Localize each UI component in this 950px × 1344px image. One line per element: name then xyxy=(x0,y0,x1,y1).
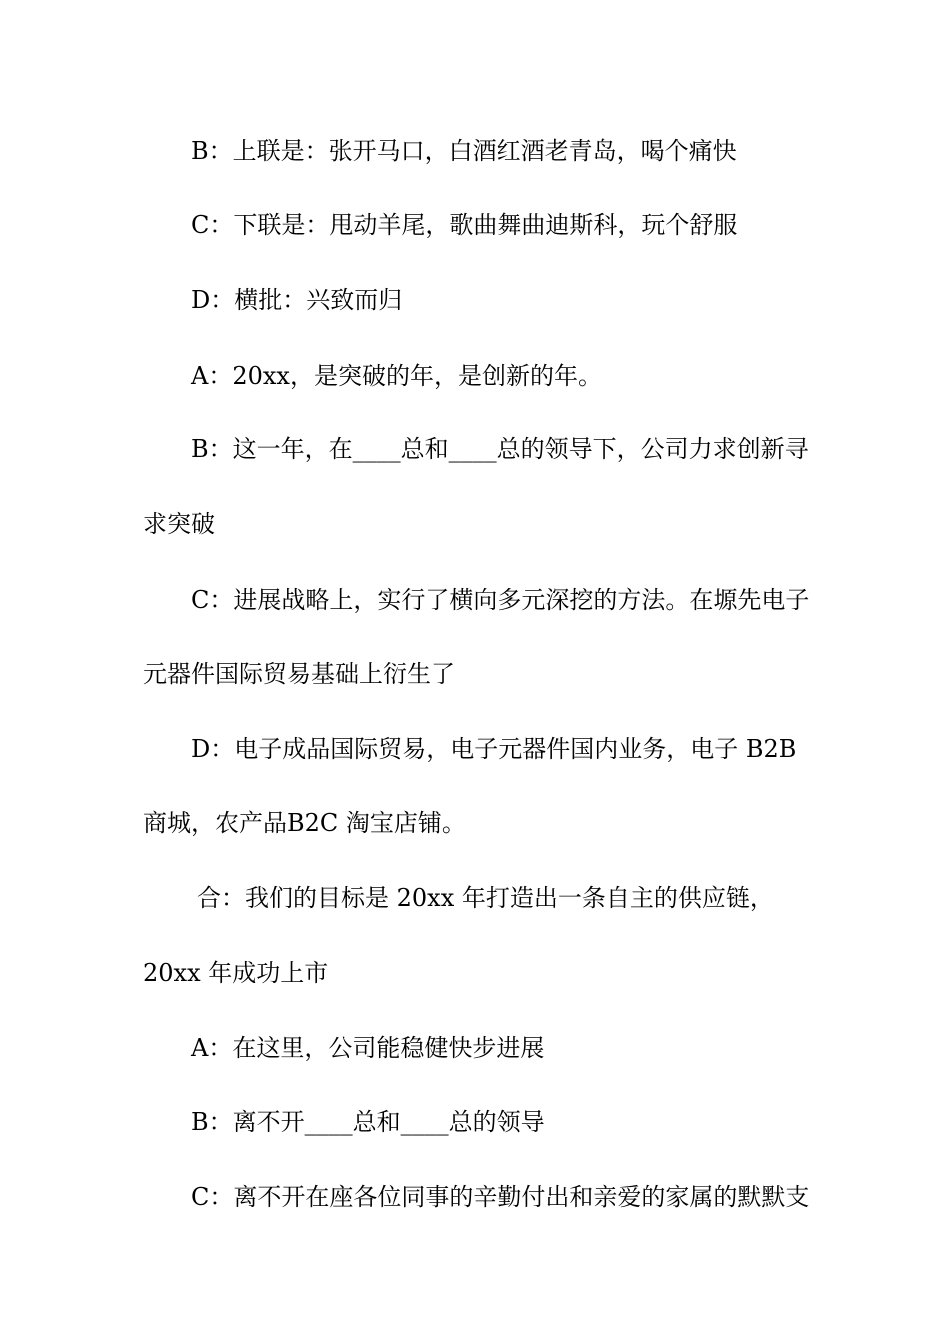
text-line-3: D：横批：兴致而归 xyxy=(191,286,403,314)
text-line-11: 合：我们的目标是 20xx 年打造出一条自主的供应链， xyxy=(197,884,774,912)
text-line-10: 商城，农产品B2C 淘宝店铺。 xyxy=(143,809,466,837)
text-line-2: C：下联是：甩动羊尾，歌曲舞曲迪斯科，玩个舒服 xyxy=(191,211,738,239)
text-line-8: 元器件国际贸易基础上衍生了 xyxy=(143,660,455,688)
text-line-7: C：进展战略上，实行了横向多元深挖的方法。在塬先电子 xyxy=(191,586,810,614)
text-line-9: D：电子成品国际贸易，电子元器件国内业务，电子 B2B xyxy=(191,735,797,763)
text-line-4: A：20xx，是突破的年，是创新的年。 xyxy=(191,362,602,390)
text-line-13: A：在这里，公司能稳健快步进展 xyxy=(191,1034,545,1062)
text-line-12: 20xx 年成功上市 xyxy=(143,959,329,987)
text-line-14: B：离不开____总和____总的领导 xyxy=(191,1108,545,1136)
text-line-5: B：这一年，在____总和____总的领导下，公司力求创新寻 xyxy=(191,435,809,463)
text-line-6: 求突破 xyxy=(143,510,215,538)
text-line-1: B：上联是：张开马口，白酒红酒老青岛，喝个痛快 xyxy=(191,137,737,165)
text-line-15: C：离不开在座各位同事的辛勤付出和亲爱的家属的默默支 xyxy=(191,1183,810,1211)
